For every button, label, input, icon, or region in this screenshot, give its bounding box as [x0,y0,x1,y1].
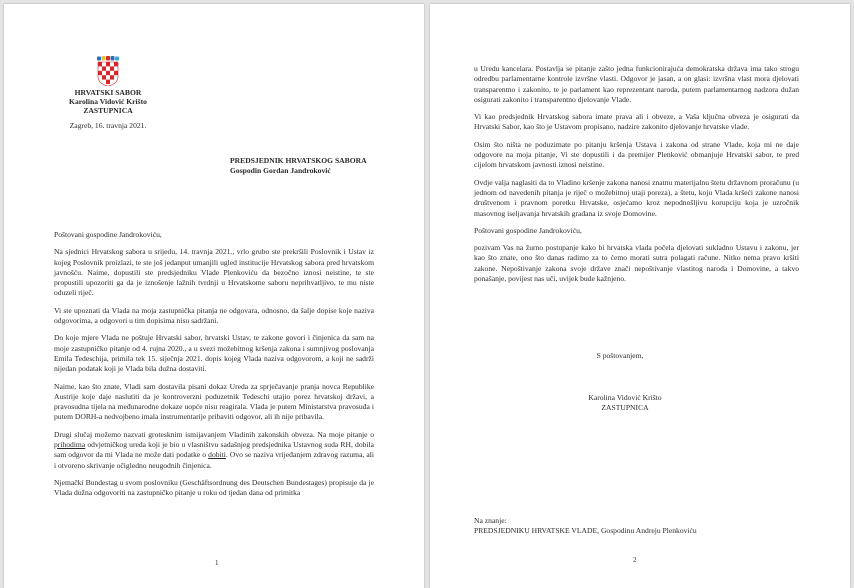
recipient-name: Gospodin Gordan Jandroković [230,165,331,175]
paragraph: Do koje mjere Vlada ne poštuje Hrvatski sabor, hrvatski Ustav, te zakone govori i činjenica da sam na moje zastupničko pitanje od 4. rujna 2020., a u svezi možebitnog kršenja zakona i sumnjivog poslovanja Emila Tedeschija, primila tek 15. siječnja 2021. dopis kojeg Vlada naziva odgovorom, a koji ne sadrži nijedan podatak koji je Vlada bila dužna dostaviti. [54,333,374,374]
paragraph: Naime, kao što znate, Vladi sam dostavila pisani dokaz Ureda za sprječavanje pranja novca Republike Austrije koje daje naslutiti da je kontroverzni poduzetnik Tedeschi utajio porez hrvatskoj državi, a pravosudna tijela na međunarodne dokaze uopće nisu reagirala. Vlada je putem Ministarstva pravosuđa i putem DORH-a nedvojbeno imala instrumentarije pribaviti odgovor, ali ih nije pribavila. [54,381,374,422]
letter-body-page-1 [54,230,374,506]
cc-block [474,516,697,536]
text-segment: . Ovo se naziva vrijeđanjem zdravog razuma, ali i otvoreno skrivanje očigledno neugodnih činjenica. [54,450,374,470]
signature-block [430,393,835,413]
paragraph: u Uredu kancelara. Postavlja se pitanje zašto jedna funkcionirajuća demokratska država ima tako strogu odredbu parlamentarne kontrole izvršne vlasti. Odgovor je jasan, a on glasi: izvršna vlast mora djelovati transparentno i zakonito, te je parlament kao reprezentant naroda, putem parlamentarnog nadzora dužan osigurati zakonito i transparentno djelovanje Vlade. [474,64,799,104]
underlined-word: dobiti [208,450,226,460]
signature-name: Karolina Vidović Krišto [588,393,662,402]
coat-of-arms-icon [96,56,120,86]
recipient-block [230,156,367,175]
sender-role: ZASTUPNICA [83,106,133,115]
letter-date: Zagreb, 16. travnja 2021. [69,121,147,130]
page-number: 2 [633,556,637,564]
paragraph: pozivam Vas na žurno postupanje kako bi hrvatska vlada počela djelovati sukladno Ustavu i zakonu, jer kao što znate, ono što danas radimo za to ćemo morati sutra polagati račune. Nitko nema pravo kršiti zakone. Nepoštivanje zakona svoje države znači nepoštivanje vlastitog naroda i Domovine, a takvo ponašanje, povijest nas uči, uvijek bude kažnjeno. [474,243,799,284]
paragraph: Njemački Bundestag u svom poslovniku (Geschäftsordnung des Deutschen Bundestages) propisuje da je Vlada dužna odgovoriti na zastupničko pitanje u roku od tjedan dana od primitka [54,477,374,498]
letter-page-2 [430,4,850,588]
closing: S poštovanjem, [596,351,644,360]
sender-name: Karolina Vidović Krišto [69,97,147,106]
paragraph: Vi ste upoznati da Vlada na moja zastupnička pitanja ne odgovara, odnosno, da šalje dopise koje naziva odgovorima, a odgovori u tim dopisima nisu sadržani. [54,305,374,326]
text-segment: odvjetničkog ureda koji je bio u vlasništvu sadašnjeg predsjednika Ustavnog suda RH, dobila sam odgovor da mi Vlada ne može dati podatke o [54,440,374,460]
crown-icon [97,56,119,61]
cc-recipient: PREDSJEDNIKU HRVATSKE VLADE, Gospodinu Andreju Plenkoviću [474,526,697,535]
salutation: Poštovani gospodine Jandrokoviću, [474,225,582,235]
letter-page-1 [4,4,424,588]
paragraph: Vi kao predsjednik Hrvatskog sabora imate prava ali i obveze, a Vaša ključna obveza je osigurati da Hrvatski Sabor, kao što je Ustavom propisano, nadzire zakonito djelovanje hrvatske vlade. [474,112,799,132]
letterhead [58,56,158,130]
institution-name: HRVATSKI SABOR [74,88,142,97]
underlined-word: prihodima [54,440,86,450]
paragraph: Ovdje valja naglasiti da to Vladino kršenje zakona nanosi znatnu materijalnu štetu državnom proračunu (u jednom od navedenih pitanja je riječ o možebitnoj utaji poreza), a štetu, koju Vlada kršeći zakone nanosi društvenom i pravnom poretku Hrvatske, osjećamo kroz nepodnošljivu korupciju koja je uzročnik masovnog iseljavanja hrvatskih građana iz svoje Domovine. [474,177,799,218]
salutation: Poštovani gospodine Jandrokoviću, [54,230,162,239]
paragraph: Na sjednici Hrvatskog sabora u srijedu, 14. travnja 2021., vrlo grubo ste prekršili Poslovnik i Ustav iz kojeg Poslovnik proizlazi, te ste još jedanput umanjili ugled institucije Hrvatskog sabora pred hrvatskom javnošću. Naime, dopustili ste predsjedniku Vlade Plenkoviću da bezočno iznosi neistine, te ste propustili upozoriti ga da je iznošenje lažnih tvrdnji u Hrvatskome saboru neprihvatljivo, te mu niste oduzeli riječ. [54,247,374,298]
page-number: 1 [215,559,219,567]
text-segment: Drugi slučaj možemo nazvati grotesknim ismijavanjem Vladinih zakonskih obveza. Na moje pitanje o [54,429,374,439]
cc-label: Na znanje: [474,516,507,525]
recipient-title: PREDSJEDNIK HRVATSKOG SABORA [230,156,367,165]
signature-role: ZASTUPNICA [601,403,649,412]
paragraph [54,430,374,471]
letter-body-page-2 [474,64,799,291]
paragraph: Osim što ništa ne poduzimate po pitanju kršenja Ustava i zakona od strane Vlade, koja mi ne daje odgovore na moja pitanje, Vi ste dopustili i da premijer Plenković obmanjuje Hrvatski sabor, te pred cijelom hrvatskom javnosti iznosi neistine. [474,139,799,170]
